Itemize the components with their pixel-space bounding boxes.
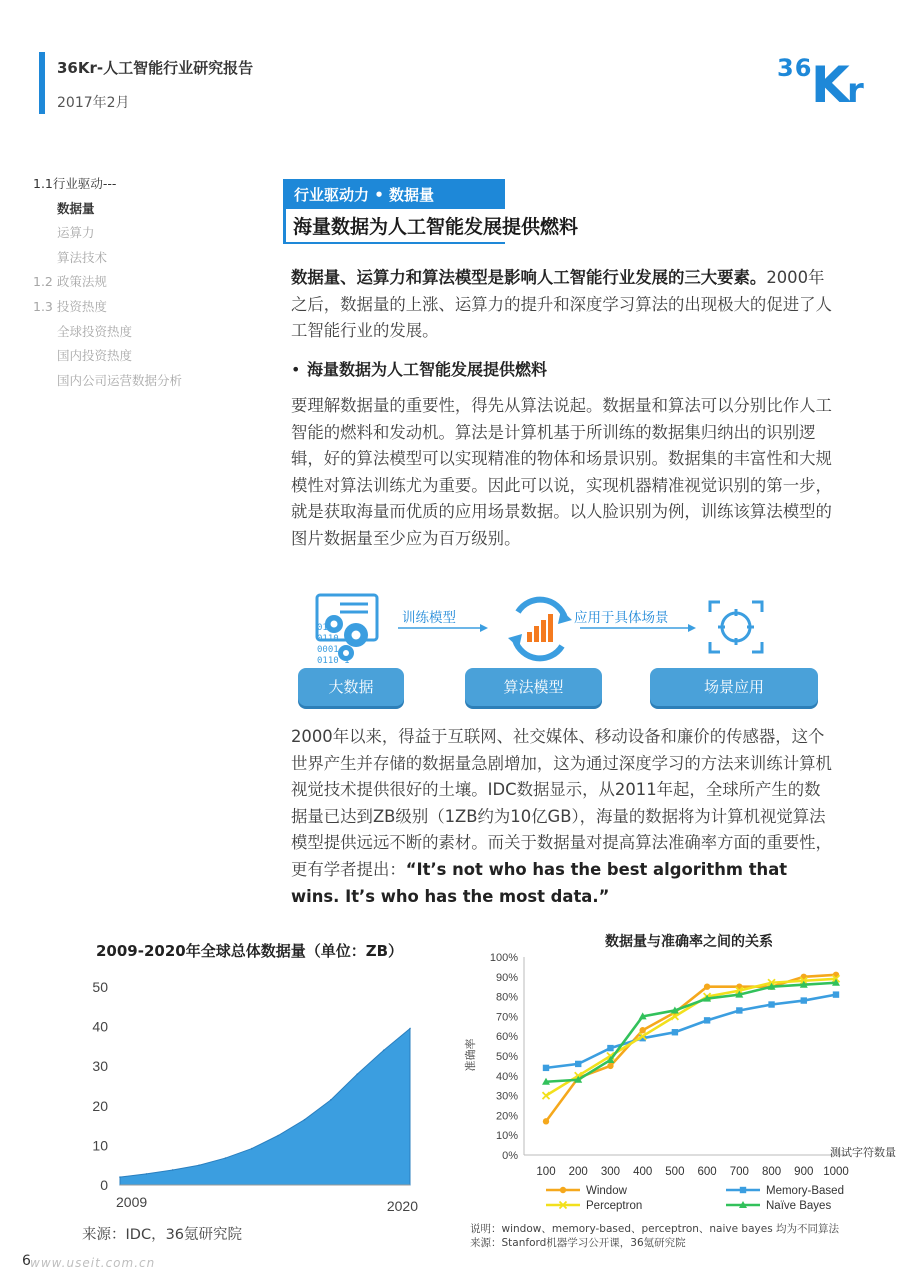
data-point xyxy=(277,1135,279,1137)
data-point xyxy=(801,997,807,1003)
x-tick-label: 800 xyxy=(761,1166,782,1178)
bullet-heading xyxy=(291,357,547,380)
table-of-contents xyxy=(33,172,182,393)
arrow-head xyxy=(688,624,696,632)
data-point xyxy=(607,1063,613,1069)
svg-text:36: 36 xyxy=(777,54,813,82)
quote-text: “It’s not who has the best algorithm that wins. It’s who has the most data.” xyxy=(291,859,788,906)
legend-item xyxy=(726,1185,844,1197)
data-point xyxy=(172,1169,174,1171)
x-tick-label: 700 xyxy=(729,1166,749,1178)
y-tick-label: 20% xyxy=(495,1110,518,1123)
y-tick-label: 90% xyxy=(495,971,518,984)
y-tick-label: 10% xyxy=(495,1130,518,1143)
legend-item xyxy=(546,1200,642,1212)
legend-item xyxy=(546,1185,628,1197)
flow-arrow-label: 应用于具体场景 xyxy=(574,610,669,626)
series-naive-bayes xyxy=(542,979,840,1085)
x-tick-label: 400 xyxy=(633,1166,653,1178)
legend-label: Perceptron xyxy=(586,1200,643,1212)
data-point xyxy=(768,1001,774,1007)
series-line xyxy=(546,979,836,1096)
svg-text:r: r xyxy=(847,71,864,104)
big-data-icon xyxy=(317,595,377,666)
data-point xyxy=(543,1065,549,1071)
chart-note-text: 说明：window、memory-based、perceptron、naive bayes 均为不同算法 xyxy=(470,1223,839,1235)
intro-text: 2000年之后，数据量的上涨、运算力的提升和深度学习算法的出现极大的促进了人工智能行业的发展。 xyxy=(291,268,832,341)
data-point xyxy=(330,1099,332,1101)
toc-item[interactable]: 全球投资热度 xyxy=(57,323,133,339)
flow-arrow-label: 训练模型 xyxy=(402,610,456,626)
section-title: 海量数据为人工智能发展提供燃料 xyxy=(293,216,579,238)
36kr-logo xyxy=(775,48,875,104)
x-tick-label: 2009 xyxy=(116,1194,148,1210)
x-tick-label: 300 xyxy=(600,1166,621,1178)
series-line xyxy=(546,983,836,1082)
y-tick-label: 0 xyxy=(100,1177,108,1193)
data-point xyxy=(560,1187,566,1193)
watermark: www.useit.com.cn xyxy=(30,1256,156,1270)
data-point xyxy=(198,1164,200,1166)
toc-item[interactable]: 算法技术 xyxy=(57,249,108,265)
report-title: 36Kr-人工智能行业研究报告 xyxy=(57,59,254,77)
x-tick-label: 900 xyxy=(794,1166,814,1178)
y-tick-label: 40% xyxy=(495,1070,518,1083)
scene-target-icon xyxy=(710,602,762,652)
x-tick-label: 1000 xyxy=(823,1166,849,1178)
data-point xyxy=(251,1148,253,1150)
body-paragraph-2 xyxy=(291,724,836,910)
y-tick-label: 70% xyxy=(495,1011,518,1024)
header-accent-bar xyxy=(39,52,45,114)
data-point xyxy=(356,1073,358,1075)
flow-icons xyxy=(290,590,830,668)
intro-paragraph xyxy=(291,265,836,345)
algorithm-cycle-icon xyxy=(508,600,572,659)
legend-label: Naïve Bayes xyxy=(766,1200,832,1212)
arrow-head xyxy=(480,624,488,632)
toc-item[interactable]: 1.2 政策法规 xyxy=(33,274,107,290)
chart-source: 来源：IDC，36氪研究院 xyxy=(82,1227,243,1243)
toc-item[interactable]: 1.1行业驱动--- xyxy=(33,176,117,191)
toc-item[interactable]: 运算力 xyxy=(57,225,95,241)
legend-label: Window xyxy=(586,1185,627,1197)
data-point xyxy=(575,1061,581,1067)
y-axis-label: 准确率 xyxy=(464,1038,477,1072)
body-paragraph: 要理解数据量的重要性，得先从算法说起。数据量和算法可以分别比作人工智能的燃料和发动机。算法是计算机基于所训练的数据集归纳出的识别逻辑，好的算法模型可以实现精准的物体和场景识别。数据集的丰富性和大规模性对算法训练尤为重要。因此可以说，实现机器精准视觉识别的第一步，就是获取海量而优质的应用场景数据。以人脸识别为例，训练该算法模型的图片数据量至少应为百万级别。 xyxy=(291,396,832,548)
bullet-text: 海量数据为人工智能发展提供燃料 xyxy=(307,360,548,379)
chart-source: 来源：Stanford机器学习公开课，36氪研究院 xyxy=(470,1237,686,1249)
series-perceptron xyxy=(543,975,840,1099)
y-tick-label: 20 xyxy=(92,1097,108,1114)
x-tick-label: 500 xyxy=(665,1166,685,1178)
data-point xyxy=(607,1045,613,1051)
chart-note xyxy=(470,1222,839,1250)
y-tick-label: 30 xyxy=(92,1058,108,1075)
y-tick-label: 0% xyxy=(502,1150,518,1162)
y-tick-label: 60% xyxy=(495,1031,518,1044)
y-tick-label: 30% xyxy=(495,1090,518,1103)
flow-step-scenario: 场景应用 xyxy=(650,668,818,706)
y-tick-label: 10 xyxy=(92,1137,108,1154)
x-axis-label: 测试字符数量 xyxy=(830,1146,896,1159)
data-point xyxy=(833,991,839,997)
svg-text:K: K xyxy=(811,56,850,104)
idc-paragraph-text: 2000年以来，得益于互联网、社交媒体、移动设备和廉价的传感器，这个世界产生并存储的数据量急剧增加，这为通过深度学习的方法来训练计算机视觉技术提供很好的土壤。IDC数据显示，从2011年起，全球所产生的数据量已达到ZB级别（1ZB约为10亿GB），海量的数据将为计算机视觉算法模型提供远远不断的素材。而关于数据量对提高算法准确率方面的重要性，更有学者提出： xyxy=(291,727,832,879)
accuracy-vs-data-chart xyxy=(460,945,900,1217)
y-tick-label: 80% xyxy=(495,991,518,1004)
data-point xyxy=(672,1029,678,1035)
intro-bold-sentence: 数据量、运算力和算法模型是影响人工智能行业发展的三大要素。 xyxy=(291,268,767,287)
binary-line: 01 xyxy=(317,623,328,633)
x-tick-label: 600 xyxy=(697,1166,717,1178)
page-number: 6 xyxy=(22,1253,31,1269)
binary-line: 0001 xyxy=(317,645,339,655)
toc-item[interactable]: 数据量 xyxy=(57,200,95,216)
data-point xyxy=(304,1119,306,1121)
flow-step-big-data: 大数据 xyxy=(298,668,404,706)
y-tick-label: 100% xyxy=(489,952,518,964)
y-tick-label: 50 xyxy=(92,979,108,995)
toc-item[interactable]: 国内公司运营数据分析 xyxy=(57,372,183,388)
flow-step-algorithm: 算法模型 xyxy=(465,668,602,706)
global-data-volume-chart xyxy=(80,975,420,1220)
data-point xyxy=(146,1173,148,1175)
binary-line: 0110 xyxy=(317,634,339,644)
data-point xyxy=(740,1187,746,1193)
data-point xyxy=(543,1118,549,1124)
legend-label: Memory-Based xyxy=(766,1185,844,1197)
section-tag: 行业驱动力 • 数据量 xyxy=(283,179,505,209)
data-point xyxy=(736,1007,742,1013)
data-point xyxy=(409,1028,411,1030)
toc-item[interactable]: 1.3 投资热度 xyxy=(33,298,107,314)
data-point xyxy=(383,1050,385,1052)
x-tick-label: 100 xyxy=(536,1166,556,1178)
chart-title: 2009-2020年全球总体数据量（单位：ZB） xyxy=(96,942,404,960)
report-date: 2017年2月 xyxy=(57,95,130,111)
area-series xyxy=(120,1029,410,1185)
x-tick-label: 200 xyxy=(568,1166,588,1178)
chart-title: 数据量与准确率之间的关系 xyxy=(605,934,773,950)
data-point xyxy=(639,1027,645,1033)
series-line xyxy=(546,975,836,1122)
y-tick-label: 40 xyxy=(92,1018,108,1035)
series-window xyxy=(543,972,839,1125)
binary-line: 0110 1 xyxy=(317,656,350,666)
data-point xyxy=(704,1017,710,1023)
x-tick-label: 2020 xyxy=(386,1198,418,1214)
data-point xyxy=(704,984,710,990)
data-point xyxy=(225,1157,227,1159)
data-flow-diagram xyxy=(290,590,830,715)
toc-item[interactable]: 国内投资热度 xyxy=(57,348,133,364)
y-tick-label: 50% xyxy=(495,1051,518,1063)
legend-item xyxy=(726,1200,831,1212)
bullet-dot: • xyxy=(291,360,301,379)
data-point xyxy=(119,1176,121,1178)
